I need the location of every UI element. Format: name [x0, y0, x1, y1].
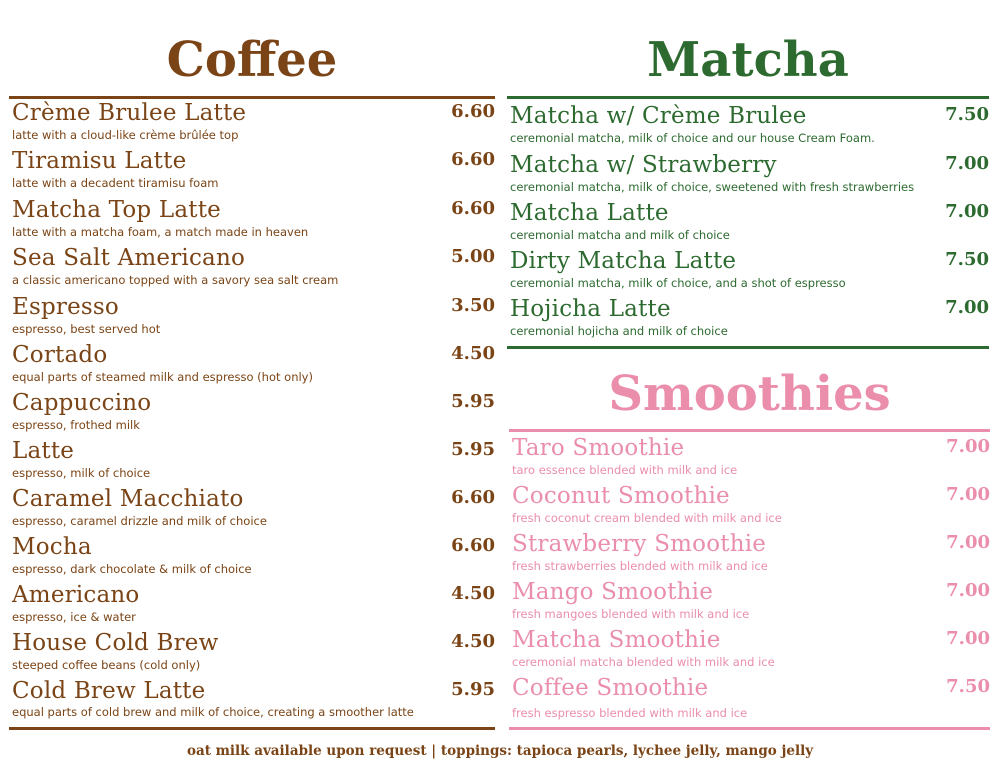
- item-price: 6.60: [451, 487, 495, 508]
- item-description: fresh coconut cream blended with milk and ice: [512, 511, 782, 525]
- item-description: espresso, best served hot: [12, 322, 161, 336]
- item-description: latte with a matcha foam, a match made in heaven: [12, 225, 309, 239]
- smoothies-section: [509, 352, 990, 740]
- item-price: 5.95: [451, 679, 495, 700]
- item-name: Cappuccino: [12, 390, 152, 416]
- item-price: 7.00: [946, 628, 990, 649]
- coffee-section: [9, 0, 495, 740]
- footer-note: oat milk available upon request | toppings: tapioca pearls, lychee jelly, mango jelly: [186, 743, 814, 759]
- item-description: espresso, ice & water: [12, 610, 136, 624]
- item-description: fresh espresso blended with milk and ice: [512, 706, 748, 720]
- item-description: latte with a cloud-like crème brûlée top: [12, 128, 239, 142]
- matcha-heading: Matcha: [647, 32, 849, 88]
- item-name: Crème Brulee Latte: [12, 100, 247, 126]
- item-price: 7.50: [945, 104, 989, 125]
- item-price: 4.50: [451, 343, 495, 364]
- item-price: 7.00: [946, 484, 990, 505]
- item-name: Coffee Smoothie: [512, 675, 709, 701]
- item-price: 7.00: [946, 436, 990, 457]
- item-price: 7.50: [945, 249, 989, 270]
- item-description: ceremonial matcha and milk of choice: [510, 228, 730, 242]
- item-name: Strawberry Smoothie: [512, 531, 767, 557]
- item-price: 4.50: [451, 583, 495, 604]
- item-name: Espresso: [12, 294, 119, 320]
- item-price: 4.50: [451, 631, 495, 652]
- item-name: Matcha w/ Strawberry: [510, 152, 777, 178]
- item-price: 3.50: [451, 295, 495, 316]
- item-description: latte with a decadent tiramisu foam: [12, 176, 219, 190]
- item-name: Tiramisu Latte: [12, 148, 187, 174]
- item-description: a classic americano topped with a savory sea salt cream: [12, 273, 339, 287]
- item-price: 6.60: [451, 101, 495, 122]
- item-description: fresh strawberries blended with milk and ice: [512, 559, 768, 573]
- item-description: steeped coffee beans (cold only): [12, 658, 201, 672]
- item-name: Cortado: [12, 342, 108, 368]
- item-description: equal parts of steamed milk and espresso (hot only): [12, 370, 313, 384]
- item-price: 7.00: [946, 532, 990, 553]
- smoothies-bottom-rule: [509, 727, 990, 730]
- item-name: Mocha: [12, 534, 92, 560]
- coffee-top-rule: [9, 96, 495, 99]
- matcha-top-rule: [507, 96, 989, 99]
- item-name: Mango Smoothie: [512, 579, 714, 605]
- item-name: Coconut Smoothie: [512, 483, 730, 509]
- item-description: ceremonial hojicha and milk of choice: [510, 324, 728, 338]
- item-price: 7.00: [945, 153, 989, 174]
- smoothies-top-rule: [509, 429, 990, 432]
- item-price: 7.00: [945, 297, 989, 318]
- item-name: House Cold Brew: [12, 630, 219, 656]
- item-name: Cold Brew Latte: [12, 678, 206, 704]
- coffee-heading: Coffee: [166, 32, 338, 88]
- item-description: ceremonial matcha, milk of choice, sweetened with fresh strawberries: [510, 180, 915, 194]
- item-description: ceremonial matcha, milk of choice and our house Cream Foam.: [510, 131, 875, 145]
- item-description: espresso, caramel drizzle and milk of choice: [12, 514, 267, 528]
- item-name: Matcha w/ Crème Brulee: [510, 103, 807, 129]
- item-name: Matcha Latte: [510, 200, 669, 226]
- item-description: taro essence blended with milk and ice: [512, 463, 738, 477]
- item-name: Dirty Matcha Latte: [510, 248, 737, 274]
- item-price: 6.60: [451, 149, 495, 170]
- item-description: espresso, milk of choice: [12, 466, 151, 480]
- item-description: espresso, dark chocolate & milk of choice: [12, 562, 252, 576]
- matcha-section: [507, 0, 989, 352]
- item-name: Caramel Macchiato: [12, 486, 244, 512]
- item-name: Hojicha Latte: [510, 296, 671, 322]
- item-description: fresh mangoes blended with milk and ice: [512, 607, 750, 621]
- item-description: ceremonial matcha, milk of choice, and a shot of espresso: [510, 276, 846, 290]
- item-name: Latte: [12, 438, 75, 464]
- item-name: Matcha Smoothie: [512, 627, 721, 653]
- item-description: espresso, frothed milk: [12, 418, 140, 432]
- item-price: 5.95: [451, 439, 495, 460]
- item-description: ceremonial matcha blended with milk and ice: [512, 655, 775, 669]
- coffee-bottom-rule: [9, 727, 495, 730]
- matcha-bottom-rule: [507, 346, 989, 349]
- item-price: 5.00: [451, 246, 495, 267]
- item-price: 7.00: [945, 201, 989, 222]
- item-name: Americano: [12, 582, 140, 608]
- item-name: Taro Smoothie: [512, 435, 685, 461]
- item-price: 6.60: [451, 535, 495, 556]
- item-price: 7.00: [946, 580, 990, 601]
- item-name: Matcha Top Latte: [12, 197, 221, 223]
- item-price: 6.60: [451, 198, 495, 219]
- item-name: Sea Salt Americano: [12, 245, 246, 271]
- item-price: 7.50: [946, 676, 990, 697]
- item-description: equal parts of cold brew and milk of choice, creating a smoother latte: [12, 705, 414, 719]
- smoothies-heading: Smoothies: [608, 366, 891, 422]
- item-price: 5.95: [451, 391, 495, 412]
